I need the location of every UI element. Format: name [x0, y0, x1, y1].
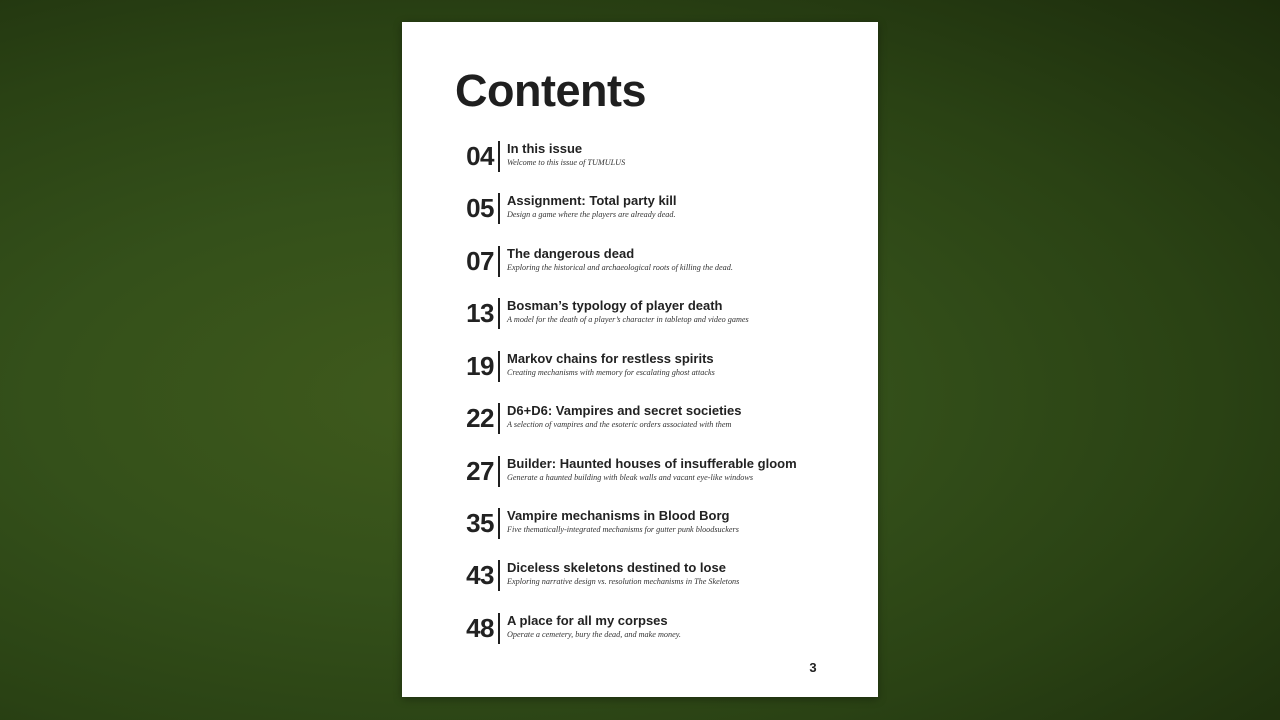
toc-subtitle: Exploring the historical and archaeological roots of killing the dead. [507, 263, 733, 272]
toc-divider [498, 298, 500, 329]
toc-entry[interactable] [458, 456, 858, 488]
toc-subtitle: Five thematically-integrated mechanisms for gutter punk bloodsuckers [507, 525, 739, 534]
toc-entry[interactable] [458, 560, 858, 592]
folio-page-number: 3 [809, 660, 817, 675]
toc-subtitle: Design a game where the players are already dead. [507, 210, 676, 219]
toc-page-number: 13 [466, 298, 494, 328]
toc-divider [498, 508, 500, 539]
toc-heading: A place for all my corpses [507, 613, 668, 628]
toc-divider [498, 141, 500, 172]
toc-heading: D6+D6: Vampires and secret societies [507, 403, 742, 418]
toc-divider [498, 456, 500, 487]
toc-subtitle: Welcome to this issue of TUMULUS [507, 158, 626, 167]
toc-entry[interactable] [458, 403, 858, 435]
toc-subtitle: A selection of vampires and the esoteric orders associated with them [507, 420, 732, 429]
toc-entry[interactable] [458, 246, 858, 278]
toc-entry[interactable] [458, 141, 858, 173]
toc-heading: Assignment: Total party kill [507, 193, 677, 208]
toc-page-number: 19 [466, 351, 494, 381]
toc-divider [498, 403, 500, 434]
toc-heading: Diceless skeletons destined to lose [507, 560, 726, 575]
toc-divider [498, 193, 500, 224]
magazine-page [402, 22, 878, 697]
toc-heading: Builder: Haunted houses of insufferable gloom [507, 456, 797, 471]
toc-page-number: 43 [466, 560, 494, 590]
toc-page-number: 27 [466, 456, 494, 486]
toc-page-number: 35 [466, 508, 494, 538]
toc-heading: Markov chains for restless spirits [507, 351, 714, 366]
toc-heading: Bosman’s typology of player death [507, 298, 723, 313]
toc-entry[interactable] [458, 351, 858, 383]
toc-subtitle: A model for the death of a player’s character in tabletop and video games [507, 315, 749, 324]
page-title: Contents [455, 65, 646, 116]
toc-divider [498, 613, 500, 644]
toc-entry[interactable] [458, 613, 858, 645]
toc-page-number: 05 [466, 193, 494, 223]
toc-subtitle: Creating mechanisms with memory for escalating ghost attacks [507, 368, 715, 377]
toc-page-number: 22 [466, 403, 494, 433]
toc-subtitle: Exploring narrative design vs. resolution mechanisms in The Skeletons [507, 577, 740, 586]
toc-heading: Vampire mechanisms in Blood Borg [507, 508, 730, 523]
toc-divider [498, 246, 500, 277]
toc-page-number: 48 [466, 613, 494, 643]
toc-subtitle: Generate a haunted building with bleak walls and vacant eye-like windows [507, 473, 754, 482]
toc-subtitle: Operate a cemetery, bury the dead, and make money. [507, 630, 681, 639]
toc-divider [498, 351, 500, 382]
toc-divider [498, 560, 500, 591]
toc-heading: In this issue [507, 141, 583, 156]
toc-page-number: 07 [466, 246, 494, 276]
toc-heading: The dangerous dead [507, 246, 635, 261]
toc-entry[interactable] [458, 298, 858, 330]
toc-entry[interactable] [458, 508, 858, 540]
toc-entry[interactable] [458, 193, 858, 225]
toc-page-number: 04 [466, 141, 494, 171]
